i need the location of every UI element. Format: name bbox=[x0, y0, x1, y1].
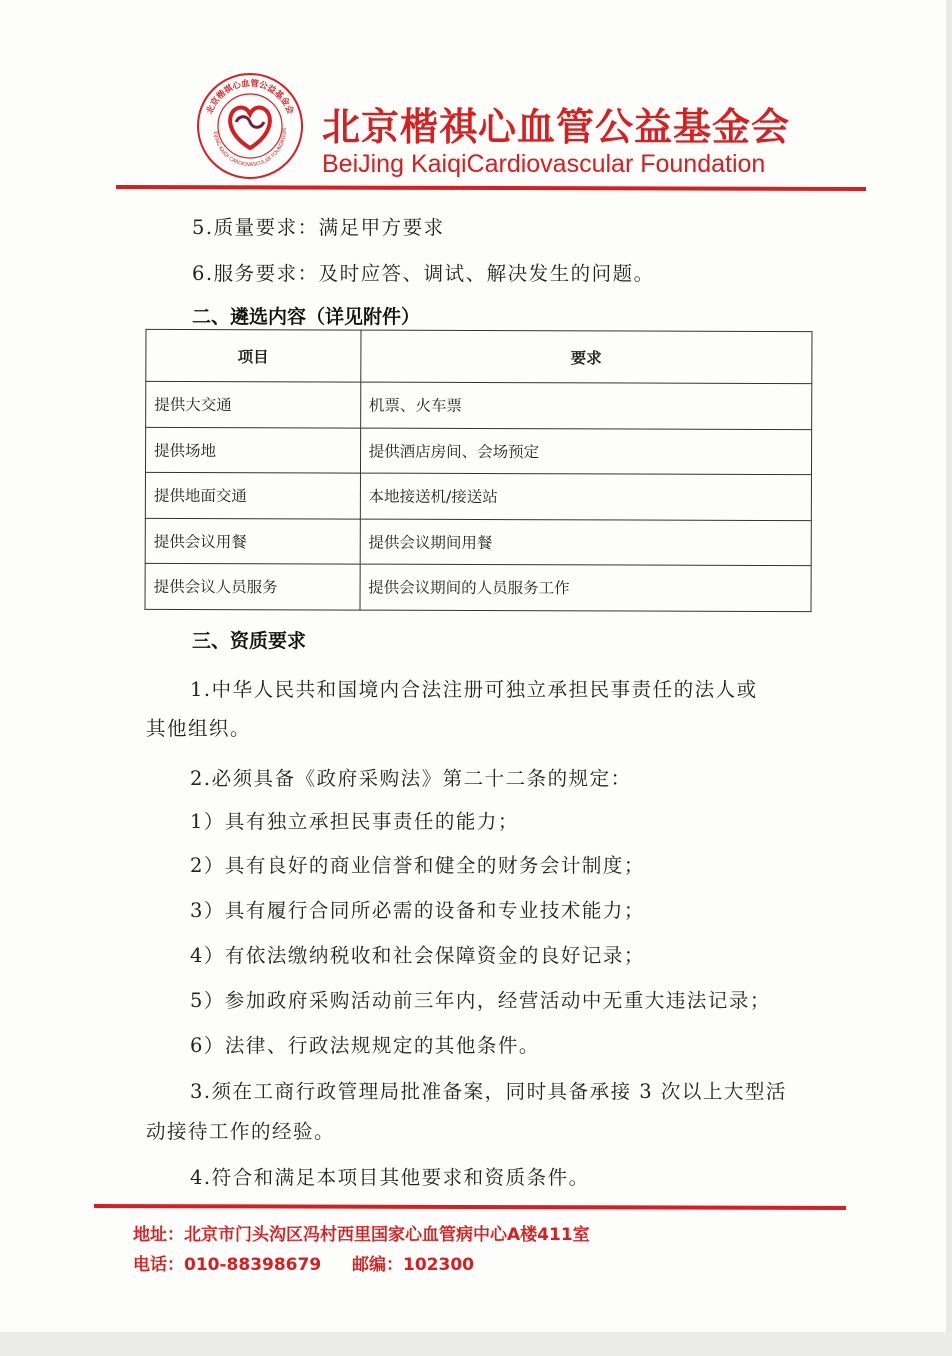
table-row bbox=[145, 427, 811, 475]
table-row bbox=[145, 472, 811, 520]
table-cell-requirement: 提供酒店房间、会场预定 bbox=[360, 428, 812, 475]
sub-item: 6）法律、行政法规规定的其他条件。 bbox=[190, 1034, 540, 1057]
qualification-4: 4.符合和满足本项目其他要求和资质条件。 bbox=[190, 1166, 590, 1189]
footer-rule bbox=[94, 1204, 846, 1210]
scan-edge-right bbox=[946, 0, 952, 1356]
qualification-3-line2: 动接待工作的经验。 bbox=[146, 1120, 336, 1143]
sub-item: 2）具有良好的商业信誉和健全的财务会计制度； bbox=[190, 854, 645, 877]
quality-requirement: 5.质量要求：满足甲方要求 bbox=[192, 216, 445, 239]
table-cell-requirement: 本地接送机/接送站 bbox=[360, 473, 812, 520]
scan-edge-bottom bbox=[0, 1332, 952, 1356]
table-row bbox=[145, 563, 811, 611]
table-cell-requirement: 机票、火车票 bbox=[360, 382, 812, 429]
table-row bbox=[146, 381, 812, 429]
footer-address: 地址：北京市门头沟区冯村西里国家心血管病中心A楼411室 bbox=[133, 1225, 590, 1245]
table-cell-item: 提供会议用餐 bbox=[145, 518, 360, 564]
section-heading-qualification: 三、资质要求 bbox=[192, 630, 307, 652]
table-header-item: 项目 bbox=[146, 329, 361, 382]
table-cell-requirement: 提供会议期间的人员服务工作 bbox=[360, 564, 812, 611]
qualification-2: 2.必须具备《政府采购法》第二十二条的规定： bbox=[190, 767, 632, 790]
table-header-requirement: 要求 bbox=[360, 330, 812, 384]
table-cell-item: 提供场地 bbox=[145, 427, 360, 473]
org-name-cn: 北京楷祺心血管公益基金会 bbox=[322, 105, 791, 149]
sub-item: 1）具有独立承担民事责任的能力； bbox=[190, 810, 519, 833]
header-rule bbox=[116, 185, 866, 191]
table-cell-item: 提供地面交通 bbox=[145, 472, 360, 518]
qualification-1-line2: 其他组织。 bbox=[146, 717, 252, 740]
table-header-row bbox=[146, 329, 812, 383]
footer-postcode: 邮编：102300 bbox=[352, 1255, 474, 1275]
table-cell-requirement: 提供会议期间用餐 bbox=[360, 519, 812, 566]
svg-text:北京楷祺心血管公益基金会: 北京楷祺心血管公益基金会 bbox=[205, 78, 295, 116]
table-cell-item: 提供会议人员服务 bbox=[145, 563, 360, 609]
footer-phone: 电话：010-88398679 bbox=[133, 1255, 322, 1275]
org-name-en: BeiJing KaiqiCardiovascular Foundation bbox=[322, 150, 766, 178]
table-cell-item: 提供大交通 bbox=[146, 381, 361, 427]
qualification-1-line1: 1.中华人民共和国境内合法注册可独立承担民事责任的法人或 bbox=[190, 678, 758, 701]
sub-item: 4）有依法缴纳税收和社会保障资金的良好记录； bbox=[190, 944, 645, 967]
sub-item: 5）参加政府采购活动前三年内，经营活动中无重大违法记录； bbox=[190, 989, 771, 1012]
svg-text:BEIJING KAIQI CARDIOVASCULAR F: EIJING KAIQI CARDIOVASCULAR FOUNDATION bbox=[212, 128, 289, 169]
qualification-3-line1: 3.须在工商行政管理局批准备案，同时具备承接 3 次以上大型活 bbox=[190, 1080, 787, 1103]
section-heading-selection: 二、遴选内容（详见附件） bbox=[192, 306, 421, 328]
foundation-logo bbox=[196, 72, 304, 180]
service-requirement: 6.服务要求：及时应答、调试、解决发生的问题。 bbox=[192, 262, 655, 285]
sub-item: 3）具有履行合同所必需的设备和专业技术能力； bbox=[190, 899, 645, 922]
selection-table bbox=[145, 329, 813, 612]
table-row bbox=[145, 518, 811, 566]
